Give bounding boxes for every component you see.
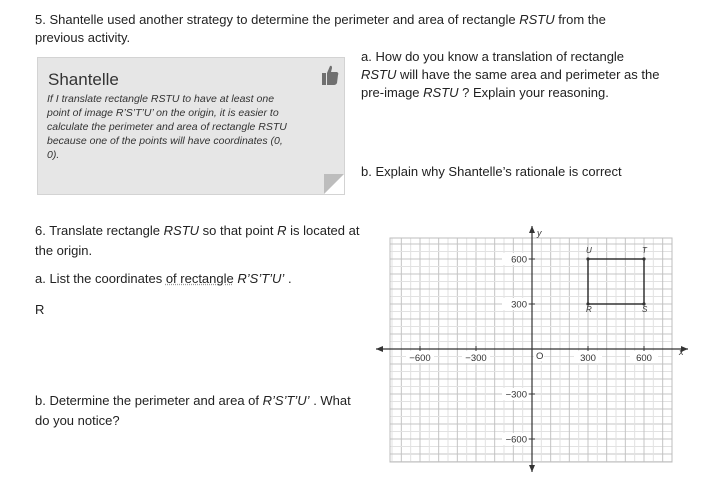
q6a-text-3: .: [284, 271, 292, 286]
question-6: [35, 221, 365, 261]
point-label-u: U: [586, 246, 592, 255]
origin-label: O: [536, 351, 544, 362]
point-t: [642, 257, 645, 260]
point-label-r: R: [586, 305, 592, 314]
question-a: [361, 48, 661, 102]
point-label-s: S: [642, 305, 648, 314]
q5-text-2: from the: [554, 12, 606, 27]
qa-text-2: will have the same area and perimeter as the pre-image: [361, 67, 660, 100]
qa-text-3: ? Explain your reasoning.: [458, 85, 609, 100]
y-axis-label: y: [537, 228, 542, 238]
q6a-text-2: of rectangle: [165, 271, 234, 286]
q6b-rect: R’S’T’U’: [262, 393, 310, 408]
card-text: If I translate rectangle RSTU to have at least one point of image R’S’T’U’ on the origin, it is easier to calculate the perimeter and area of rectangle RSTU because one of the points will have coordinates (0, 0).: [47, 93, 287, 161]
y-tick-label: 600: [511, 254, 527, 266]
answer-r-label: R: [35, 302, 45, 317]
card-corner-fold: [324, 174, 344, 194]
qa-text-1: a. How do you know a translation of rectangle: [361, 49, 625, 64]
y-tick-label: −300: [505, 389, 527, 401]
qa-rect-1: RSTU: [361, 67, 397, 82]
coordinate-grid: [370, 222, 700, 477]
q6-point: R: [277, 223, 287, 238]
q6b-text-1: b. Determine the perimeter and area of: [35, 393, 263, 408]
shantelle-card: [37, 57, 345, 195]
grid-lines: [390, 238, 672, 462]
qa-rect-2: RSTU: [423, 85, 459, 100]
q6-rect: RSTU: [163, 223, 200, 238]
grid-border: [390, 238, 672, 462]
question-b: b. Explain why Shantelle’s rationale is correct: [361, 164, 622, 179]
card-name: Shantelle: [48, 70, 119, 89]
question-6b: [35, 391, 365, 431]
q6a-text-1: a. List the coordinates: [35, 271, 166, 286]
x-tick-label: −600: [409, 353, 431, 364]
thumbs-up-icon: [320, 64, 340, 86]
x-tick-label: 600: [636, 353, 652, 364]
x-axis-arrow-left: [376, 346, 383, 352]
y-axis-arrow-up: [529, 226, 535, 233]
x-tick-label: 300: [580, 353, 596, 364]
axes: [376, 226, 688, 472]
question-6a: [35, 271, 365, 286]
q6a-rect: R’S’T’U’: [237, 271, 285, 286]
q5-text-3: previous activity.: [35, 30, 131, 45]
q5-text-1: 5. Shantelle used another strategy to determine the perimeter and area of rectangle: [35, 12, 520, 27]
x-axis-label: x: [679, 347, 684, 357]
q6-text-1: 6. Translate rectangle: [35, 223, 164, 238]
point-u: [586, 257, 589, 260]
q6-text-2: so that point: [199, 223, 278, 238]
y-axis-arrow-down: [529, 465, 535, 472]
x-tick-label: −300: [465, 353, 487, 364]
y-tick-label: 300: [511, 299, 527, 311]
q5-rect-name: RSTU: [519, 12, 555, 27]
y-tick-label: −600: [505, 434, 527, 446]
point-label-t: T: [642, 246, 647, 255]
q6-text-3: is located at the origin.: [35, 223, 360, 258]
rectangle-rstu: [586, 246, 648, 314]
question-5: [35, 11, 675, 47]
q6b-text-2: . What do you notice?: [35, 393, 351, 428]
